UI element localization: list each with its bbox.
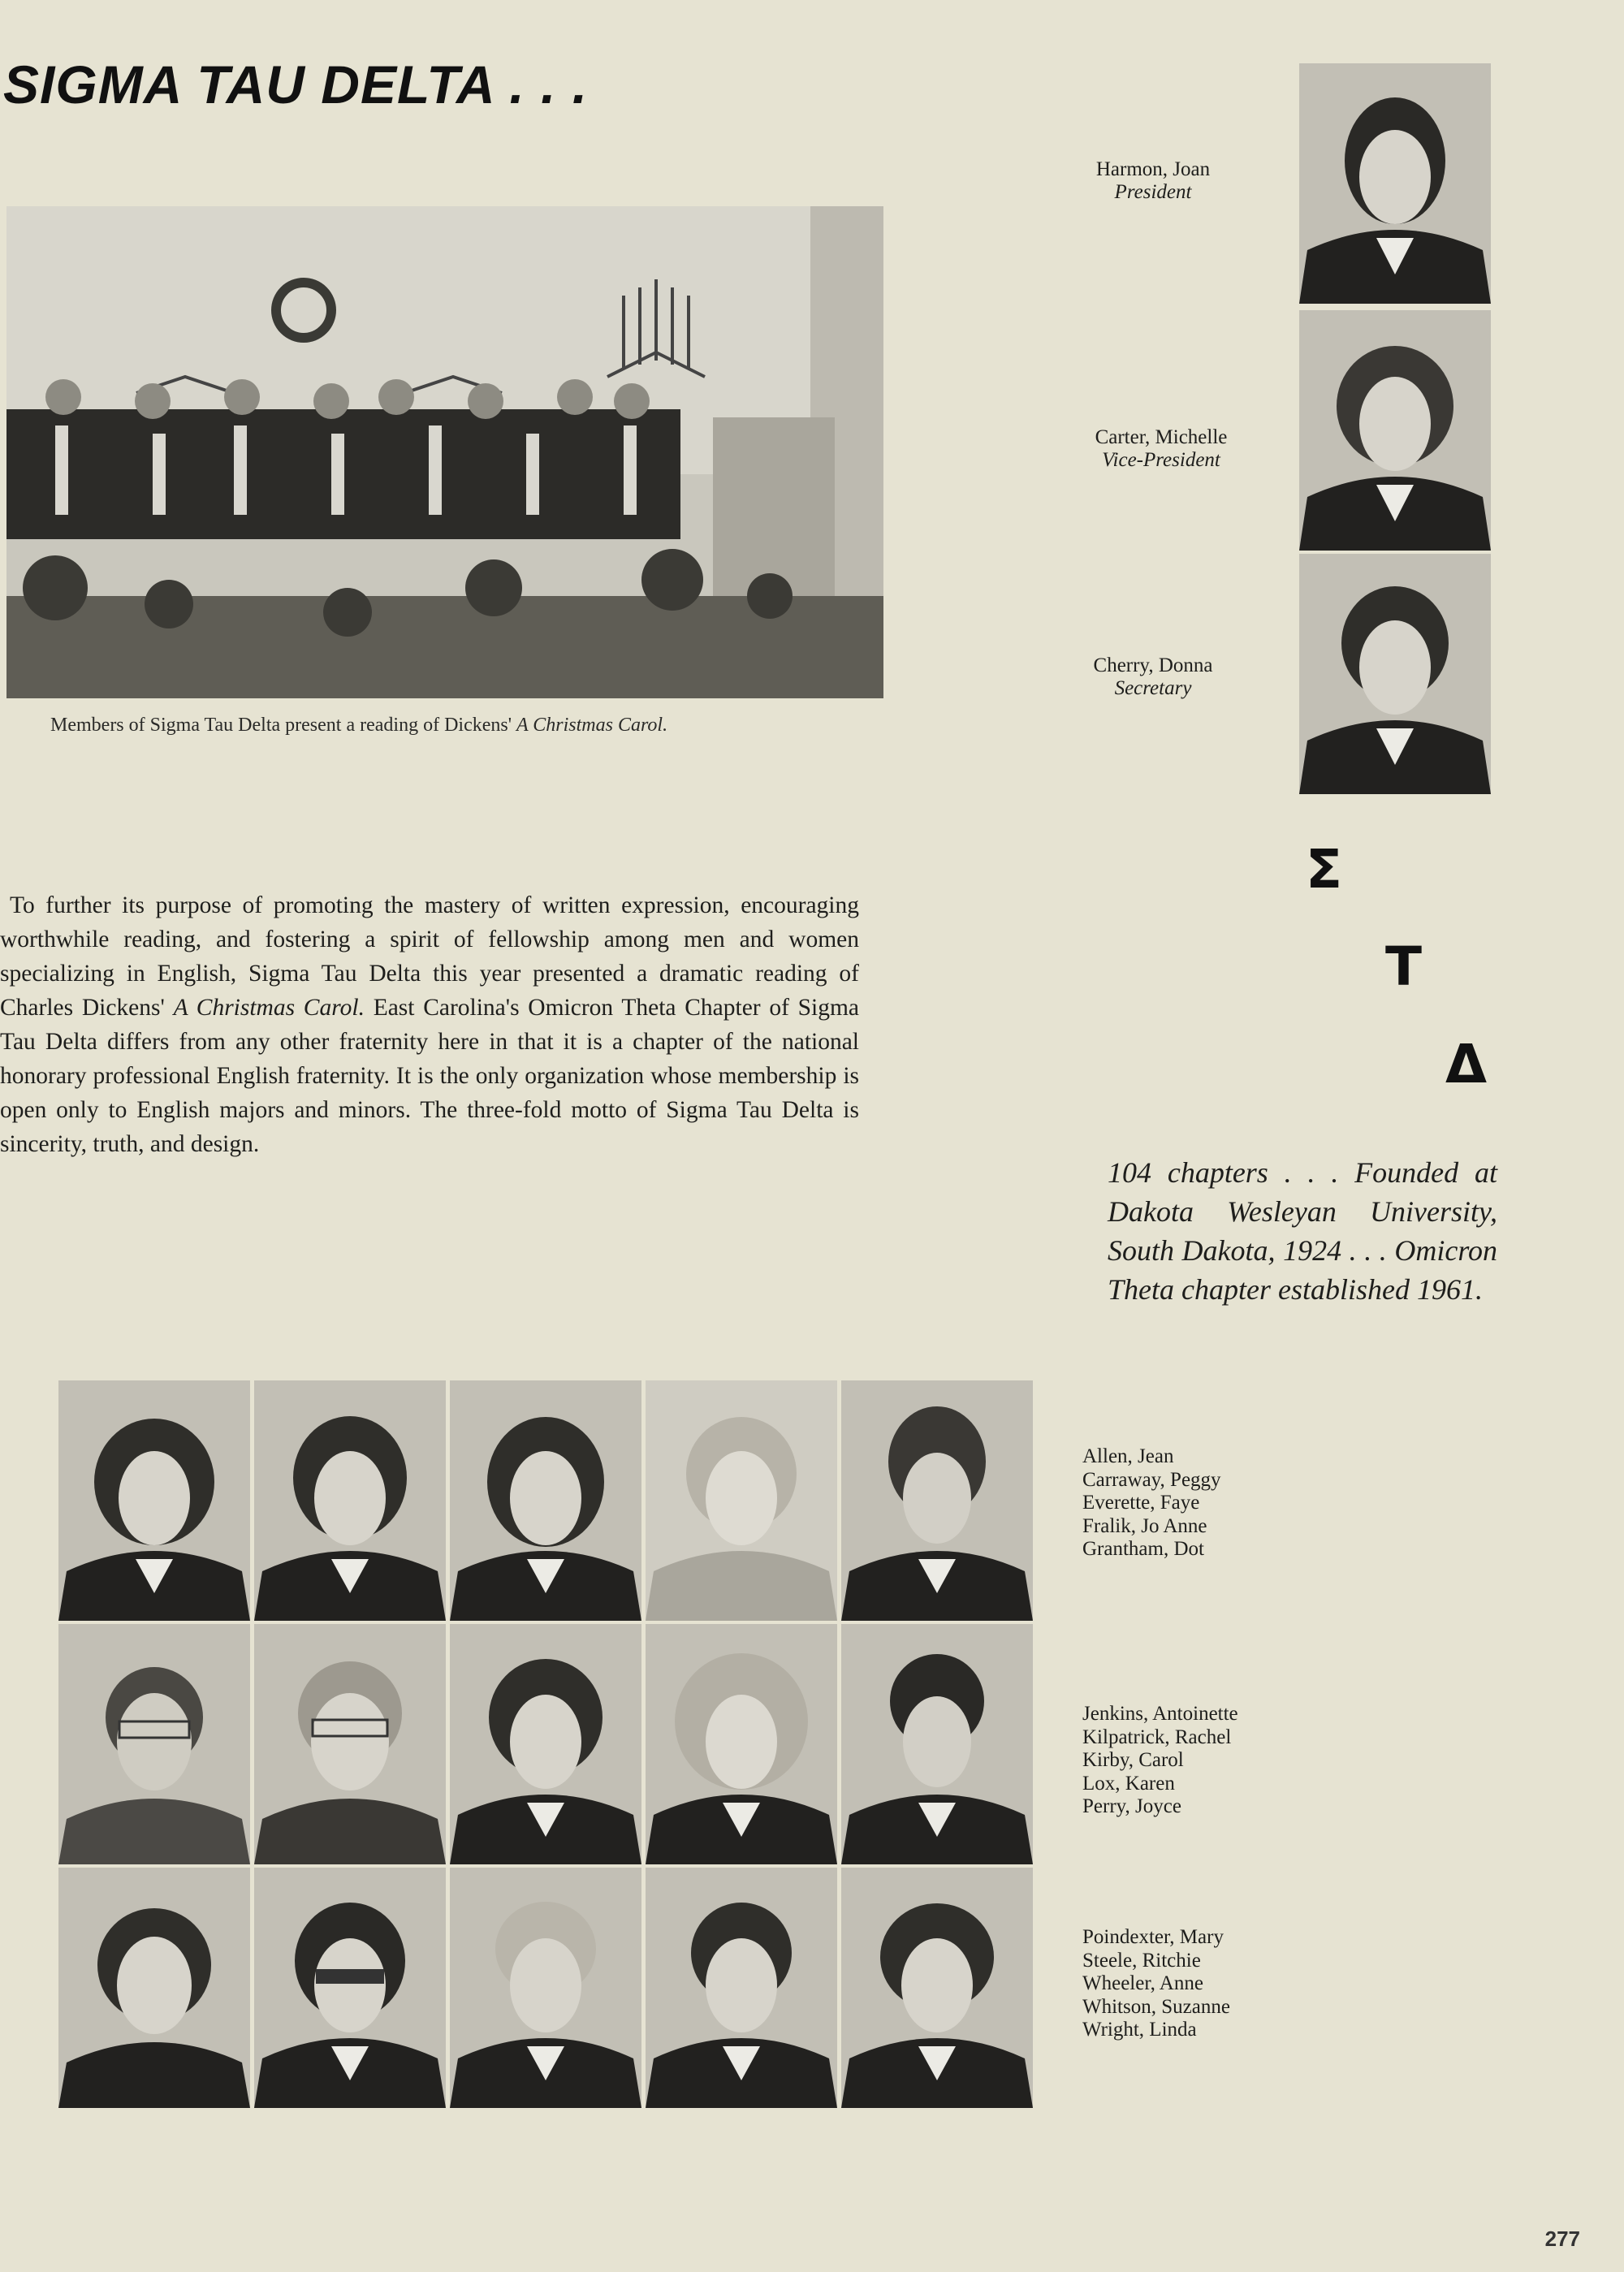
officer-portrait xyxy=(1299,554,1491,794)
member-name-list xyxy=(1082,1926,1230,2042)
greek-letter-sigma: Σ xyxy=(1306,838,1343,901)
officer-portrait xyxy=(1299,310,1491,551)
chapter-history: 104 chapters . . . Founded at Dakota Wesleyan University, South Dakota, 1924 . . . Omicron Theta chapter established 1961. xyxy=(1108,1156,1497,1306)
member-name: Poindexter, Mary xyxy=(1082,1926,1224,1948)
member-name: Grantham, Dot xyxy=(1082,1538,1204,1560)
member-portrait xyxy=(58,1624,250,1864)
article-text-part2: East Carolina's Omicron Theta Chapter of Sigma Tau Delta differs from any other fraternity here in that it is a chapter of the national honorary professional English fraternity. It is the only organization whose membership is open only to English majors and minors. The three-fold motto of Sigma Tau Delta is sincerity, truth, and design. xyxy=(0,995,860,1157)
member-portrait xyxy=(450,1868,641,2108)
member-portrait xyxy=(254,1624,446,1864)
caption-text: Members of Sigma Tau Delta present a reading of Dickens' xyxy=(50,715,512,736)
member-name-list xyxy=(1082,1703,1238,1819)
officer-name: Harmon, Joan xyxy=(1095,158,1211,180)
member-portrait xyxy=(450,1380,641,1621)
article-book-title: A Christmas Carol. xyxy=(173,995,365,1021)
member-portrait xyxy=(646,1380,837,1621)
officer-role: Vice-President xyxy=(1102,449,1220,471)
member-name: Everette, Faye xyxy=(1082,1492,1200,1514)
member-name: Wright, Linda xyxy=(1082,2019,1197,2041)
officer-label xyxy=(1064,426,1259,472)
member-name: Carraway, Peggy xyxy=(1082,1468,1221,1491)
greek-letter-delta: Δ xyxy=(1445,1033,1488,1095)
group-photo xyxy=(6,206,883,698)
member-name: Lox, Karen xyxy=(1082,1772,1175,1795)
officer-name: Carter, Michelle xyxy=(1095,426,1228,448)
member-portrait xyxy=(254,1380,446,1621)
article-paragraph xyxy=(0,888,859,1161)
member-portrait xyxy=(841,1624,1033,1864)
member-name: Allen, Jean xyxy=(1082,1445,1174,1467)
greek-letter-tau: T xyxy=(1385,935,1423,998)
article-text-part1: To further its purpose of promoting the mastery of written expression, encouraging worthwhile reading, and fostering a spirit of fellowship among men and women specializing in English, Sigma Tau Delta this year presented a dramatic reading of Charles Dickens' xyxy=(0,892,859,1021)
member-portrait xyxy=(841,1868,1033,2108)
member-name: Wheeler, Anne xyxy=(1082,1972,1203,1994)
member-name: Fralik, Jo Anne xyxy=(1082,1514,1207,1537)
officer-role: President xyxy=(1114,181,1192,203)
photo-caption xyxy=(50,715,667,736)
member-portrait xyxy=(841,1380,1033,1621)
caption-book-title: A Christmas Carol. xyxy=(516,715,668,736)
member-portrait xyxy=(58,1380,250,1621)
officer-label xyxy=(1064,158,1242,204)
member-portrait xyxy=(646,1868,837,2108)
member-name: Perry, Joyce xyxy=(1082,1795,1181,1817)
page-title: SIGMA TAU DELTA . . . xyxy=(3,54,589,114)
page-number: 277 xyxy=(1544,2227,1580,2251)
member-portrait xyxy=(646,1624,837,1864)
officer-portrait xyxy=(1299,63,1491,304)
member-name-list xyxy=(1082,1445,1221,1561)
officer-name: Cherry, Donna xyxy=(1093,654,1213,676)
member-name: Kirby, Carol xyxy=(1082,1749,1184,1771)
member-portrait xyxy=(254,1868,446,2108)
officer-label xyxy=(1064,654,1242,700)
member-name: Kilpatrick, Rachel xyxy=(1082,1726,1232,1748)
officer-role: Secretary xyxy=(1114,677,1192,699)
member-name: Steele, Ritchie xyxy=(1082,1949,1201,1972)
member-portrait xyxy=(58,1868,250,2108)
member-portrait xyxy=(450,1624,641,1864)
member-name: Jenkins, Antoinette xyxy=(1082,1703,1238,1725)
member-name: Whitson, Suzanne xyxy=(1082,1995,1230,2018)
